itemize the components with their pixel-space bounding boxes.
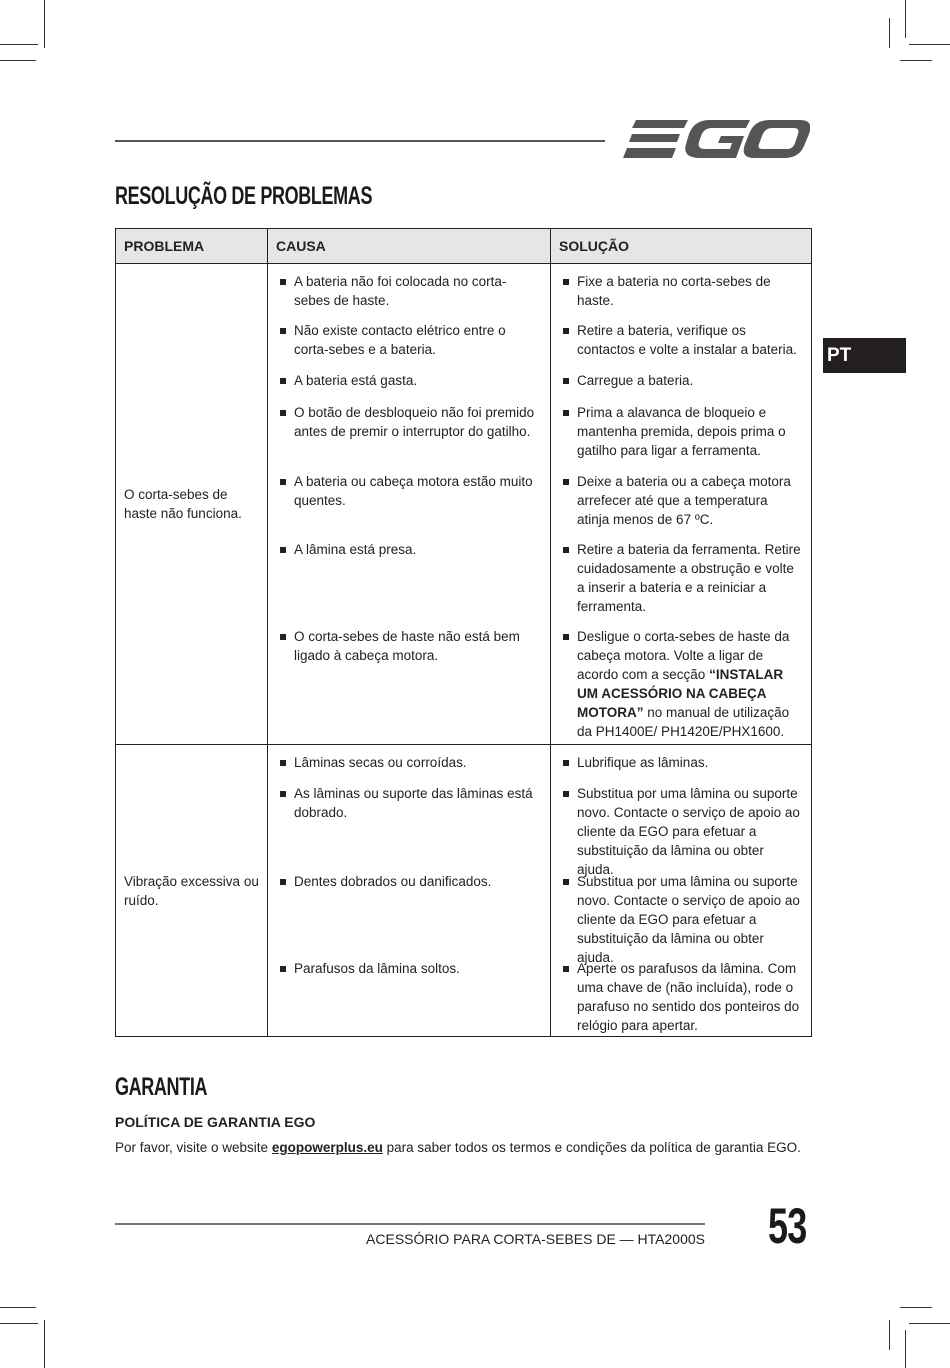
header-rule [115,140,605,142]
warranty-subtitle: POLÍTICA DE GARANTIA EGO [115,1114,316,1130]
bullet-icon [280,634,286,640]
list-item [561,371,803,403]
list-item [278,272,542,321]
bullet-icon [280,328,286,334]
bullet-icon [563,410,569,416]
language-tab: PT [823,338,906,373]
warranty-link[interactable]: egopowerplus.eu [271,1140,383,1155]
cause-text: A bateria não foi colocada no corta-sebes de haste. [294,274,507,308]
cause-text: O botão de desbloqueio não foi premido antes de premir o interruptor do gatilho. [294,405,535,439]
crop-mark [0,1323,38,1324]
list-item [278,784,542,872]
crop-mark [909,44,950,45]
table-header-row [116,229,812,264]
bullet-icon [563,966,569,972]
cause-text: A lâmina está presa. [294,542,417,557]
solution-cell [551,745,812,1037]
crop-mark [44,0,45,48]
section-title: RESOLUÇÃO DE PROBLEMAS [115,182,373,210]
bullet-icon [280,966,286,972]
cause-text: Dentes dobrados ou danificados. [294,874,492,889]
solution-text: Deixe a bateria ou a cabeça motora arrefecer até que a temperatura atinja menos de 67 ºC. [577,474,791,527]
crop-mark [905,0,906,38]
cause-cell [268,745,551,1037]
crop-mark [0,60,36,61]
list-item [561,627,803,744]
troubleshooting-table [115,228,812,1037]
table-row [116,745,812,1037]
list-item [561,272,803,321]
cause-text: As lâminas ou suporte das lâminas está dobrado. [294,786,533,820]
solution-text: Carregue a bateria. [577,373,694,388]
warranty-text-before: Por favor, visite o website [115,1140,272,1155]
crop-mark [900,60,932,61]
footer-rule [115,1223,705,1225]
bullet-icon [563,547,569,553]
ego-logo [622,116,810,162]
bullet-icon [280,760,286,766]
list-item [278,321,542,371]
list-item [278,959,542,1036]
solution-cell [551,264,812,745]
list-item [561,403,803,472]
list-item [278,753,542,784]
list-item [278,371,542,403]
solution-text: Prima a alavanca de bloqueio e mantenha premida, depois prima o gatilho para ligar a ferramenta. [577,405,786,458]
bullet-icon [563,634,569,640]
crop-mark [889,1320,890,1350]
bullet-icon [280,791,286,797]
list-item [561,872,803,965]
solution-text-part: Desligue o corta-sebes de haste da cabeça motora. Volte a ligar de acordo com a secção [577,629,790,682]
bullet-icon [280,479,286,485]
crop-mark [905,1330,906,1368]
list-item [561,540,803,627]
list-item [278,872,542,959]
list-item [278,540,542,627]
bullet-icon [280,279,286,285]
solution-text-part: no manual de utilização da PH1400E/ PH1420E/PHX1600. [577,705,790,739]
footer-text: ACESSÓRIO PARA CORTA-SEBES DE — HTA2000S [366,1231,705,1247]
crop-mark [909,1323,950,1324]
bullet-icon [280,879,286,885]
header-cause: CAUSA [268,229,551,264]
crop-mark [900,1307,932,1308]
warranty-title: GARANTIA [115,1073,208,1101]
crop-mark [0,1307,36,1308]
page-number: 53 [768,1198,807,1254]
crop-mark [0,44,38,45]
bullet-icon [563,479,569,485]
list-item [278,472,542,540]
bullet-icon [280,410,286,416]
solution-text: Substitua por uma lâmina ou suporte novo. Contacte o serviço de apoio ao cliente da EGO para efetuar a substituição da lâmina ou obter ajuda. [577,786,800,877]
solution-text: Substitua por uma lâmina ou suporte novo. Contacte o serviço de apoio ao cliente da EGO para efetuar a substituição da lâmina ou obter ajuda. [577,874,800,965]
bullet-icon [563,378,569,384]
list-item [278,627,542,744]
header-solution: SOLUÇÃO [551,229,812,264]
bullet-icon [563,760,569,766]
problem-cell: Vibração excessiva ou ruído. [116,745,268,1037]
warranty-text-after: para saber todos os termos e condições da política de garantia EGO. [382,1140,801,1155]
section-reference: “INSTALAR UM ACESSÓRIO NA CABEÇA MOTORA” [577,667,784,720]
list-item [278,403,542,472]
cause-text: O corta-sebes de haste não está bem ligado à cabeça motora. [294,629,520,663]
bullet-icon [280,547,286,553]
table-row [116,264,812,745]
cause-text: Lâminas secas ou corroídas. [294,755,467,770]
warranty-text [115,1140,801,1155]
list-item [561,321,803,371]
list-item [561,472,803,540]
bullet-icon [563,328,569,334]
solution-text: Retire a bateria da ferramenta. Retire cuidadosamente a obstrução e volte a inserir a bateria e a reiniciar a ferramenta. [577,542,801,614]
cause-text: Não existe contacto elétrico entre o corta-sebes e a bateria. [294,323,506,357]
list-item [561,784,803,877]
bullet-icon [563,791,569,797]
cause-text: A bateria está gasta. [294,373,418,388]
crop-mark [44,1320,45,1368]
bullet-icon [280,378,286,384]
list-item [561,753,803,784]
cause-cell [268,264,551,745]
bullet-icon [563,279,569,285]
cause-text: A bateria ou cabeça motora estão muito quentes. [294,474,533,508]
solution-text: Lubrifique as lâminas. [577,755,709,770]
cause-text: Parafusos da lâmina soltos. [294,961,460,976]
crop-mark [889,18,890,48]
solution-text [577,629,789,739]
problem-cell: O corta-sebes de haste não funciona. [116,264,268,745]
bullet-icon [563,879,569,885]
solution-text: Aperte os parafusos da lâmina. Com uma chave de (não incluída), rode o parafuso no sentido dos ponteiros do relógio para apertar. [577,961,800,1033]
header-problem: PROBLEMA [116,229,268,264]
solution-text: Retire a bateria, verifique os contactos e volte a instalar a bateria. [577,323,797,357]
list-item [561,959,803,1036]
solution-text: Fixe a bateria no corta-sebes de haste. [577,274,771,308]
